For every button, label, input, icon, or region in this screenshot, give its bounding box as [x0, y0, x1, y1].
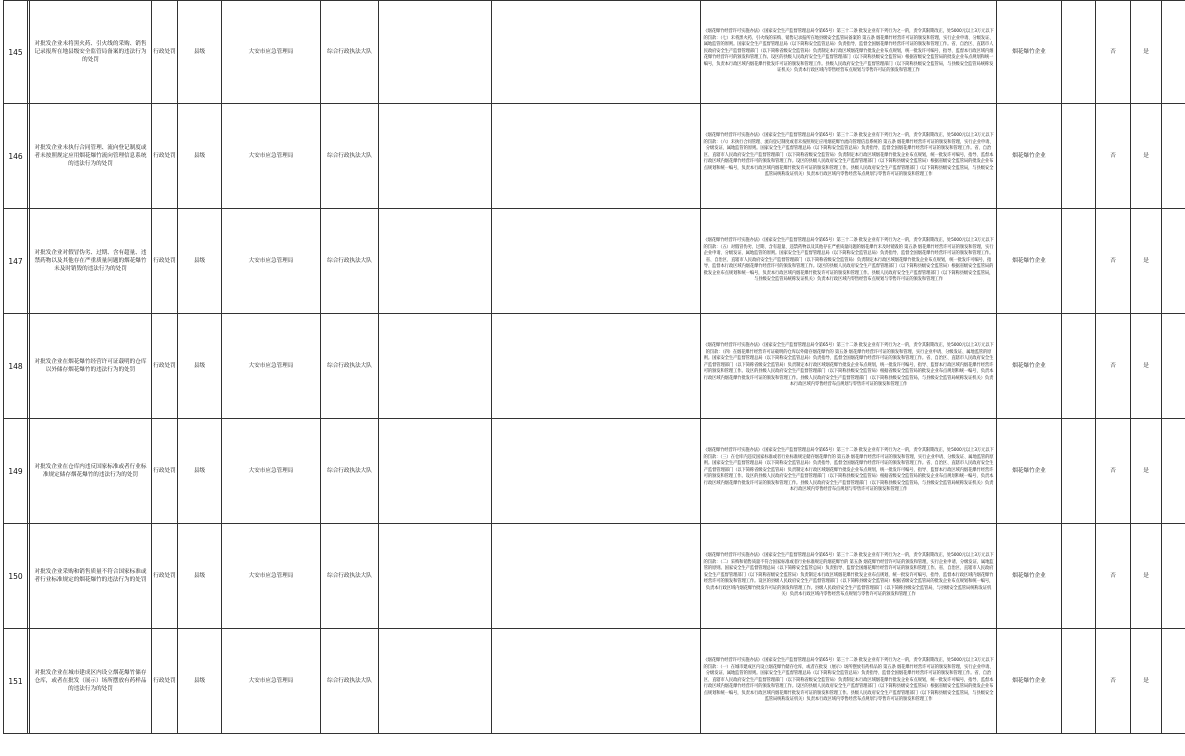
enforcement-unit: 综合行政执法大队	[321, 314, 379, 419]
flag-no: 否	[1096, 314, 1131, 419]
item-type: 行政处罚	[152, 209, 178, 314]
row-number: 149	[4, 419, 28, 524]
row-number: 151	[4, 629, 28, 734]
table-row	[4, 629, 1185, 734]
item-type: 行政处罚	[152, 524, 178, 629]
item-name: 对批发企业在仓库内违反国家标准或者行业标准规定储存烟花爆竹的违法行为的处罚	[30, 419, 152, 524]
item-level: 县级	[178, 419, 222, 524]
legal-basis: 《烟花爆竹经营许可实施办法》（国家安全生产监督管理总局令第65号）第三十二条 批发企业有下列行为之一的，责令其限期改正，处5000元以上3万元以下的罚款：（一）在城市建成区内设立烟花爆竹储存仓库，或者在批发（展示）场所摆放有药样品的 第五条 烟花爆竹经营许可证的颁发和管理，实行企业申请、分级发证、属地监管的原则。国家安全生产监督管理总局（以下简称安全监管总局）负责指导、监督全国烟花爆竹经营许可证的颁发和管理工作。省、自治区、直辖市人民政府安全生产监督管理部门（以下简称省级安全监管局）负责制定本行政区域烟花爆竹批发企业布点规划，统一批发许可编号，指导、监督本行政区域内烟花爆竹经营许可的颁发和管理工作。设区的县级人民政府安全生产监督管理部门（以下简称县级安全监管局）根据省级安全监管局的批发企业布点规划和统一编号，负责本行政区域内烟花爆竹批发许可证的颁发和管理工作。县级人民政府安全生产监督管理部门（以下简称县级安全监管局，与县级安全监管局统称发证机关）负责本行政区域内零售经营布点规划与零售许可证的颁发和管理工作	[701, 629, 997, 734]
subject: 烟花爆竹企业	[997, 629, 1062, 734]
flag-no: 否	[1096, 209, 1131, 314]
table-row	[4, 104, 1185, 209]
penalty-table	[3, 0, 1185, 734]
item-level: 县级	[178, 209, 222, 314]
subject: 烟花爆竹企业	[997, 524, 1062, 629]
item-level: 县级	[178, 1, 222, 104]
flag-yes: 是	[1131, 419, 1162, 524]
item-type: 行政处罚	[152, 104, 178, 209]
department: 大安市应急管理局	[222, 209, 321, 314]
enforcement-unit: 综合行政执法大队	[321, 419, 379, 524]
empty-cell	[1062, 104, 1096, 209]
flag-yes: 是	[1131, 314, 1162, 419]
flag-no: 否	[1096, 104, 1131, 209]
item-name: 对批发企业采购和销售质量不符合国家标准或者行业标准规定的烟花爆竹的违法行为的处罚	[30, 524, 152, 629]
empty-cell	[1162, 314, 1185, 419]
flag-yes: 是	[1131, 524, 1162, 629]
empty-cell	[1162, 104, 1185, 209]
empty-cell	[379, 524, 492, 629]
table-row	[4, 1, 1185, 104]
subject: 烟花爆竹企业	[997, 209, 1062, 314]
flag-yes: 是	[1131, 629, 1162, 734]
empty-cell	[379, 1, 492, 104]
empty-cell	[1162, 629, 1185, 734]
item-level: 县级	[178, 629, 222, 734]
empty-cell	[1062, 314, 1096, 419]
legal-basis: 《烟花爆竹经营许可实施办法》（国家安全生产监督管理总局令第65号）第三十二条 批发企业有下列行为之一的，责令其限期改正，处5000元以上3万元以下的罚款：（六）未执行合同管理、流向登记制度或者未按照规定应用烟花爆竹流向管理信息系统的 第五条 烟花爆竹经营许可证的颁发和管理，实行企业申请、分级发证、属地监管的原则。国家安全生产监督管理总局（以下简称安全监管总局）负责指导、监督全国烟花爆竹经营许可证的颁发和管理工作。省、自治区、直辖市人民政府安全生产监督管理部门（以下简称省级安全监管局）负责制定本行政区域烟花爆竹批发企业布点规划，统一批发许可编号，指导、监督本行政区域内烟花爆竹经营许可的颁发和管理工作。设区的县级人民政府安全生产监督管理部门（以下简称县级安全监管局）根据省级安全监管局的批发企业布点规划和统一编号，负责本行政区域内烟花爆竹批发许可证的颁发和管理工作。县级人民政府安全生产监督管理部门（以下简称县级安全监管局，与县级安全监管局统称发证机关）负责本行政区域内零售经营布点规划与零售许可证的颁发和管理工作	[701, 104, 997, 209]
flag-no: 否	[1096, 419, 1131, 524]
flag-no: 否	[1096, 524, 1131, 629]
enforcement-unit: 综合行政执法大队	[321, 209, 379, 314]
item-name: 对批发企业未将黑火药、引火线的采购、销售记录报所在地县级安全监管局备案的违法行为的处罚	[30, 1, 152, 104]
item-name: 对批发企业在城市建成区内设立烟花爆竹储存仓库，或者在批发（展示）场所摆放有药样品的违法行为的处罚	[30, 629, 152, 734]
empty-cell	[492, 209, 701, 314]
empty-cell	[492, 524, 701, 629]
row-number: 150	[4, 524, 28, 629]
empty-cell	[1162, 524, 1185, 629]
legal-basis: 《烟花爆竹经营许可实施办法》（国家安全生产监督管理总局令第65号）第三十二条 批发企业有下列行为之一的，责令其限期改正，处5000元以上3万元以下的罚款：（二）采购和销售质量不符合国家标准或者行业标准规定的烟花爆竹的 第五条 烟花爆竹经营许可证的颁发和管理，实行企业申请、分级发证、属地监管的原则。国家安全生产监督管理总局（以下简称安全监管总局）负责指导、监督全国烟花爆竹经营许可证的颁发和管理工作。省、自治区、直辖市人民政府安全生产监督管理部门（以下简称省级安全监管局）负责制定本行政区域烟花爆竹批发企业布点规划，统一批发许可编号，指导、监督本行政区域内烟花爆竹经营许可的颁发和管理工作。设区的县级人民政府安全生产监督管理部门（以下简称县级安全监管局）根据省级安全监管局的批发企业布点规划和统一编号，负责本行政区域内烟花爆竹批发许可证的颁发和管理工作。县级人民政府安全生产监督管理部门（以下简称县级安全监管局，与县级安全监管局统称发证机关）负责本行政区域内零售经营布点规划与零售许可证的颁发和管理工作	[701, 524, 997, 629]
empty-cell	[492, 1, 701, 104]
empty-cell	[1062, 209, 1096, 314]
legal-basis: 《烟花爆竹经营许可实施办法》（国家安全生产监督管理总局令第65号）第三十二条 批发企业有下列行为之一的，责令其限期改正，处5000元以上3万元以下的罚款：（四）在烟花爆竹经营许可证载明的仓库以外储存烟花爆竹的 第五条 烟花爆竹经营许可证的颁发和管理，实行企业申请、分级发证、属地监管的原则。国家安全生产监督管理总局（以下简称安全监管总局）负责指导、监督全国烟花爆竹经营许可证的颁发和管理工作。省、自治区、直辖市人民政府安全生产监督管理部门（以下简称省级安全监管局）负责制定本行政区域烟花爆竹批发企业布点规划，统一批发许可编号，指导、监督本行政区域内烟花爆竹经营许可的颁发和管理工作。设区的县级人民政府安全生产监督管理部门（以下简称县级安全监管局）根据省级安全监管局的批发企业布点规划和统一编号，负责本行政区域内烟花爆竹批发许可证的颁发和管理工作。县级人民政府安全生产监督管理部门（以下简称县级安全监管局，与县级安全监管局统称发证机关）负责本行政区域内零售经营布点规划与零售许可证的颁发和管理工作	[701, 314, 997, 419]
department: 大安市应急管理局	[222, 419, 321, 524]
flag-yes: 是	[1131, 209, 1162, 314]
item-name: 对批发企业对假冒伪劣、过期、含有超量、违禁药物以及其他存在严重质量问题的烟花爆竹未及时销毁的违法行为的处罚	[30, 209, 152, 314]
enforcement-unit: 综合行政执法大队	[321, 629, 379, 734]
empty-cell	[492, 314, 701, 419]
flag-yes: 是	[1131, 1, 1162, 104]
empty-cell	[1162, 419, 1185, 524]
subject: 烟花爆竹企业	[997, 314, 1062, 419]
legal-basis: 《烟花爆竹经营许可实施办法》（国家安全生产监督管理总局令第65号）第三十二条 批发企业有下列行为之一的，责令其限期改正，处5000元以上3万元以下的罚款：（五）对假冒伪劣、过期、含有超量、违禁药物以及其他存在严重质量问题的烟花爆竹未及时销毁的 第五条 烟花爆竹经营许可证的颁发和管理，实行企业申请、分级发证、属地监管的原则。国家安全生产监督管理总局（以下简称安全监管总局）负责指导、监督全国烟花爆竹经营许可证的颁发和管理工作。省、自治区、直辖市人民政府安全生产监督管理部门（以下简称省级安全监管局）负责制定本行政区域烟花爆竹批发企业布点规划，统一批发许可编号，指导、监督本行政区域内烟花爆竹经营许可的颁发和管理工作。设区的县级人民政府安全生产监督管理部门（以下简称县级安全监管局）根据省级安全监管局的批发企业布点规划和统一编号，负责本行政区域内烟花爆竹批发许可证的颁发和管理工作。县级人民政府安全生产监督管理部门（以下简称县级安全监管局，与县级安全监管局统称发证机关）负责本行政区域内零售经营布点规划与零售许可证的颁发和管理工作	[701, 209, 997, 314]
table-row	[4, 524, 1185, 629]
empty-cell	[1062, 629, 1096, 734]
subject: 烟花爆竹企业	[997, 419, 1062, 524]
item-type: 行政处罚	[152, 419, 178, 524]
empty-cell	[379, 314, 492, 419]
department: 大安市应急管理局	[222, 524, 321, 629]
empty-cell	[492, 419, 701, 524]
department: 大安市应急管理局	[222, 1, 321, 104]
flag-no: 否	[1096, 629, 1131, 734]
department: 大安市应急管理局	[222, 629, 321, 734]
legal-basis: 《烟花爆竹经营许可实施办法》（国家安全生产监督管理总局令第65号）第三十二条 批发企业有下列行为之一的，责令其限期改正，处5000元以上3万元以下的罚款：（三）在仓库内违反国家标准或者行业标准规定储存烟花爆竹的 第五条 烟花爆竹经营许可证的颁发和管理，实行企业申请、分级发证、属地监管的原则。国家安全生产监督管理总局（以下简称安全监管总局）负责指导、监督全国烟花爆竹经营许可证的颁发和管理工作。省、自治区、直辖市人民政府安全生产监督管理部门（以下简称省级安全监管局）负责制定本行政区域烟花爆竹批发企业布点规划，统一批发许可编号，指导、监督本行政区域内烟花爆竹经营许可的颁发和管理工作。设区的县级人民政府安全生产监督管理部门（以下简称县级安全监管局）根据省级安全监管局的批发企业布点规划和统一编号，负责本行政区域内烟花爆竹批发许可证的颁发和管理工作。县级人民政府安全生产监督管理部门（以下简称县级安全监管局，与县级安全监管局统称发证机关）负责本行政区域内零售经营布点规划与零售许可证的颁发和管理工作	[701, 419, 997, 524]
legal-basis: 《烟花爆竹经营许可实施办法》（国家安全生产监督管理总局令第65号）第三十二条 批发企业有下列行为之一的，责令其限期改正，处5000元以上3万元以下的罚款：（七）未将黑火药、引火线的采购、销售记录报所在地县级安全监管局备案的 第五条 烟花爆竹经营许可证的颁发和管理，实行企业申请、分级发证、属地监管的原则。国家安全生产监督管理总局（以下简称安全监管总局）负责指导、监督全国烟花爆竹经营许可证的颁发和管理工作。省、自治区、直辖市人民政府安全生产监督管理部门（以下简称省级安全监管局）负责制定本行政区域烟花爆竹批发企业布点规划，统一批发许可编号，指导、监督本行政区域内烟花爆竹经营许可的颁发和管理工作。设区的县级人民政府安全生产监督管理部门（以下简称县级安全监管局）根据省级安全监管局的批发企业布点规划和统一编号，负责本行政区域内烟花爆竹批发许可证的颁发和管理工作。县级人民政府安全生产监督管理部门（以下简称县级安全监管局，与县级安全监管局统称发证机关）负责本行政区域内零售经营布点规划与零售许可证的颁发和管理工作	[701, 1, 997, 104]
empty-cell	[379, 209, 492, 314]
item-name: 对批发企业未执行合同管理、流向登记制度或者未按照规定应用烟花爆竹流向管理信息系统的违法行为的处罚	[30, 104, 152, 209]
item-type: 行政处罚	[152, 1, 178, 104]
item-name: 对批发企业在烟花爆竹经营许可证载明的仓库以外储存烟花爆竹的违法行为的处罚	[30, 314, 152, 419]
empty-cell	[492, 629, 701, 734]
row-number: 145	[4, 1, 28, 104]
empty-cell	[379, 104, 492, 209]
empty-cell	[1162, 209, 1185, 314]
row-number: 146	[4, 104, 28, 209]
enforcement-unit: 综合行政执法大队	[321, 104, 379, 209]
item-level: 县级	[178, 524, 222, 629]
empty-cell	[492, 104, 701, 209]
empty-cell	[379, 419, 492, 524]
enforcement-unit: 综合行政执法大队	[321, 524, 379, 629]
item-type: 行政处罚	[152, 629, 178, 734]
enforcement-unit: 综合行政执法大队	[321, 1, 379, 104]
flag-yes: 是	[1131, 104, 1162, 209]
department: 大安市应急管理局	[222, 314, 321, 419]
item-level: 县级	[178, 104, 222, 209]
table-row	[4, 209, 1185, 314]
empty-cell	[1062, 419, 1096, 524]
table-row	[4, 419, 1185, 524]
subject: 烟花爆竹企业	[997, 104, 1062, 209]
empty-cell	[1062, 1, 1096, 104]
empty-cell	[1062, 524, 1096, 629]
row-number: 148	[4, 314, 28, 419]
item-level: 县级	[178, 314, 222, 419]
empty-cell	[1162, 1, 1185, 104]
item-type: 行政处罚	[152, 314, 178, 419]
table-row	[4, 314, 1185, 419]
department: 大安市应急管理局	[222, 104, 321, 209]
flag-no: 否	[1096, 1, 1131, 104]
empty-cell	[379, 629, 492, 734]
subject: 烟花爆竹企业	[997, 1, 1062, 104]
row-number: 147	[4, 209, 28, 314]
